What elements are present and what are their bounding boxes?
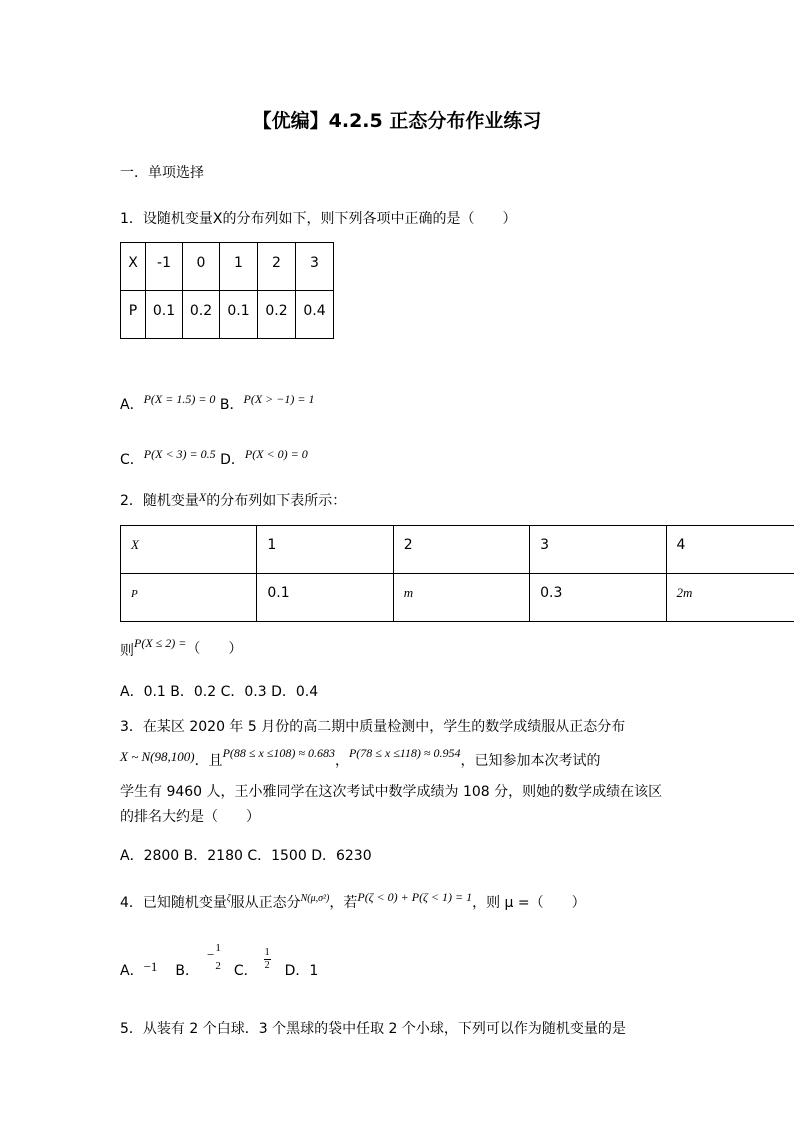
question-3-line-1: 3．在某区 2020 年 5 月份的高二期中质量检测中，学生的数学成绩服从正态分布 xyxy=(120,719,626,735)
question-3-line-4: 的排名大约是（ ） xyxy=(120,809,260,825)
option-label: B． xyxy=(175,963,200,979)
question-3-line-2 xyxy=(120,746,601,769)
table-cell: 3 xyxy=(296,243,334,291)
option-label: C． xyxy=(233,963,258,979)
table-cell: 3 xyxy=(530,526,666,574)
table-cell: 1 xyxy=(257,526,393,574)
formula: P(78 ≤ x ≤118) ≈ 0.954 xyxy=(348,746,461,760)
table-row xyxy=(121,291,334,339)
question-1-table xyxy=(120,242,334,339)
formula: N(μ,σ²) xyxy=(300,893,330,904)
table-cell: 0.4 xyxy=(296,291,334,339)
table-cell: X xyxy=(121,526,257,574)
table-cell: X xyxy=(121,243,146,291)
formula: P(X > −1) = 1 xyxy=(243,392,315,406)
section-heading: 一．单项选择 xyxy=(120,165,204,181)
stem-text: 则 xyxy=(120,643,134,659)
stem-text: ，则 μ =（ ） xyxy=(472,895,586,911)
table-cell: 2 xyxy=(258,243,296,291)
option-label: D．1 xyxy=(284,963,319,979)
question-2-options: A．0.1 B．0.2 C．0.3 D．0.4 xyxy=(120,684,319,700)
option-label: C． xyxy=(120,452,144,468)
formula: P(ζ < 0) + P(ζ < 1) = 1 xyxy=(357,890,473,904)
question-3-line-3: 学生有 9460 人，王小雅同学在这次考试中数学成绩为 108 分，则她的数学成绩在该区 xyxy=(120,784,663,800)
table-cell: 0.1 xyxy=(257,574,393,622)
formula: −1 xyxy=(143,959,158,974)
formula: ζ xyxy=(226,893,231,903)
stem-text: 4．已知随机变量 xyxy=(120,895,227,911)
table-cell: 0 xyxy=(183,243,220,291)
stem-text: ，若 xyxy=(329,895,358,911)
stem-text: （ ） xyxy=(186,641,243,657)
stem-text: ，已知参加本次考试的 xyxy=(460,753,601,769)
formula: P(X ≤ 2) = xyxy=(134,636,187,650)
table-cell: 4 xyxy=(666,526,794,574)
question-4-stem xyxy=(120,886,586,911)
question-4-options xyxy=(120,934,319,979)
stem-text: 的分布列如下表所示： xyxy=(206,493,347,509)
table-cell: 0.1 xyxy=(220,291,258,339)
table-cell: 0.3 xyxy=(530,574,666,622)
table-row xyxy=(121,243,334,291)
stem-text: ．且 xyxy=(194,753,223,769)
option-label: D． xyxy=(220,452,245,468)
table-row xyxy=(121,526,794,574)
table-cell: 2 xyxy=(393,526,529,574)
question-2-ask xyxy=(120,632,243,659)
table-cell: 1 xyxy=(220,243,258,291)
option-label: B． xyxy=(219,397,244,413)
formula: X ~ N(98,100) xyxy=(120,749,195,764)
table-row xyxy=(121,574,794,622)
formula: P(X < 3) = 0.5 xyxy=(143,447,216,461)
fraction: 1 2 xyxy=(215,942,221,972)
stem-text: 服从正态分 xyxy=(230,895,301,911)
option-label: A． xyxy=(120,397,144,413)
formula: P(X < 0) = 0 xyxy=(244,447,308,461)
formula: − xyxy=(207,947,215,962)
question-5-stem: 5．从装有 2 个白球．3 个黑球的袋中任取 2 个小球，下列可以作为随机变量的是 xyxy=(120,1021,626,1037)
stem-text: ， xyxy=(334,753,349,769)
table-cell: 0.1 xyxy=(146,291,183,339)
option-label: A． xyxy=(120,963,144,979)
fraction: $\frac{1}{2}$ xyxy=(264,946,270,971)
stem-text: 2．随机变量 xyxy=(120,493,199,509)
question-1-option-a xyxy=(120,388,315,413)
formula: P(88 ≤ x ≤108) ≈ 0.683 xyxy=(222,746,335,760)
table-cell: 2m xyxy=(666,574,794,622)
formula: X xyxy=(198,490,207,504)
table-cell: P xyxy=(121,574,257,622)
question-1-option-c xyxy=(120,443,308,468)
table-cell: m xyxy=(393,574,529,622)
table-cell: 0.2 xyxy=(258,291,296,339)
question-1-stem: 1．设随机变量X的分布列如下，则下列各项中正确的是（ ） xyxy=(120,211,517,227)
question-3-options: A．2800 B．2180 C．1500 D．6230 xyxy=(120,848,372,864)
page-title: 【优编】4.2.5 正态分布作业练习 xyxy=(252,110,542,132)
formula: P(X = 1.5) = 0 xyxy=(143,392,216,406)
question-2-stem xyxy=(120,490,346,510)
table-cell: 0.2 xyxy=(183,291,220,339)
table-cell: P xyxy=(121,291,146,339)
question-2-table xyxy=(120,525,794,622)
table-cell: -1 xyxy=(146,243,183,291)
